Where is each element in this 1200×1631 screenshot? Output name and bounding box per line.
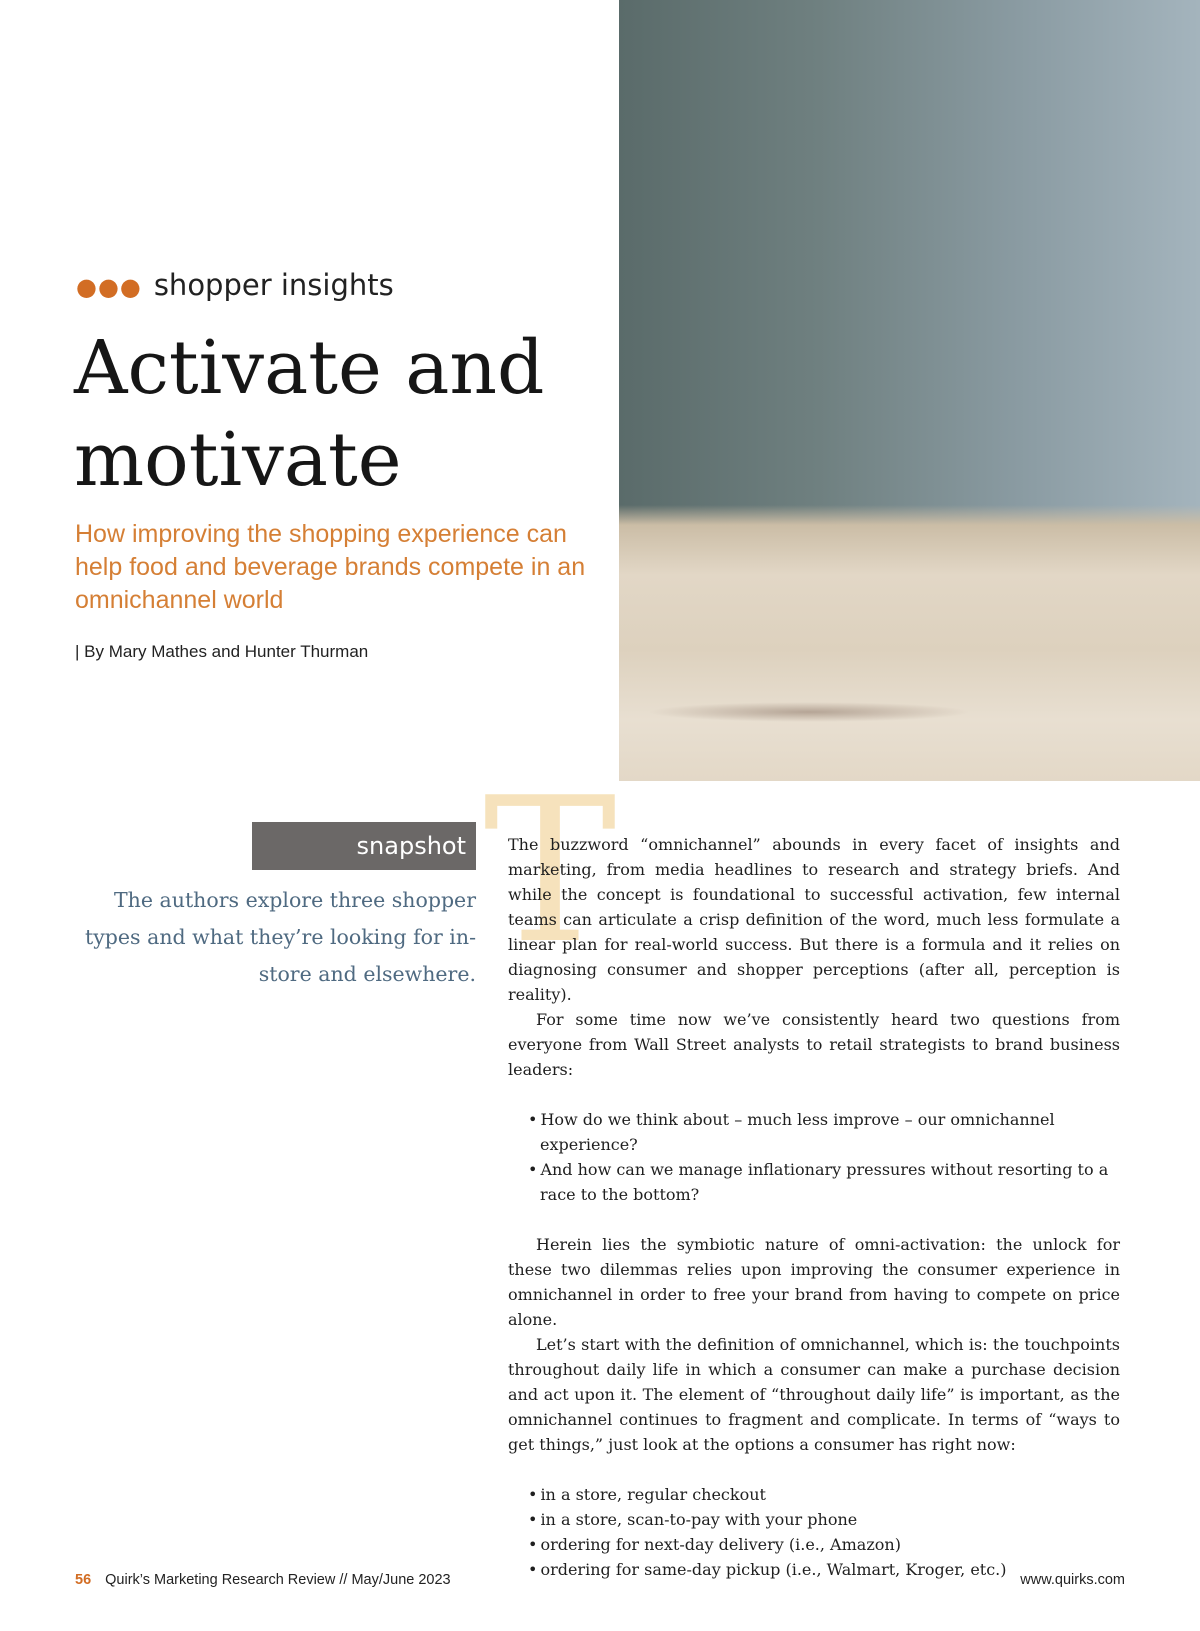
- questions-list: [508, 1107, 1120, 1207]
- article-title: Activate and motivate: [74, 325, 545, 503]
- paragraph: Let’s start with the definition of omnichannel, which is: the touchpoints throughout daily life in which a consumer can make a purchase decision and act upon it. The element of “throughout daily life” is important, as the omnichannel continues to fragment and complicate. In terms of “ways to get things,” just look at the options a consumer has right now:: [508, 1335, 1120, 1454]
- byline: | By Mary Mathes and Hunter Thurman: [75, 642, 369, 661]
- list-item: • How do we think about – much less improve – our omnichannel experience?: [520, 1107, 1120, 1157]
- footer-left: [75, 1572, 451, 1588]
- options-list: [508, 1482, 1120, 1582]
- list-item: • ordering for same-day pickup (i.e., Walmart, Kroger, etc.): [520, 1557, 1120, 1582]
- section-tag: [76, 268, 394, 302]
- article-body: [508, 832, 1120, 1582]
- list-item: • in a store, regular checkout: [520, 1482, 1120, 1507]
- publication-name: Quirk’s Marketing Research Review // May/June 2023: [105, 1572, 451, 1588]
- paragraph: The buzzword “omnichannel” abounds in every facet of insights and marketing, from media headlines to research and strategy briefs. And while the concept is foundational to successful activation, few internal teams can articulate a crisp definition of the word, much less formulate a linear plan for real-world success. But there is a formula and it relies on diagnosing consumer and shopper perceptions (after all, perception is reality).: [508, 835, 1120, 1004]
- list-item: • ordering for next-day delivery (i.e., Amazon): [520, 1532, 1120, 1557]
- section-tag-label: shopper insights: [153, 268, 394, 302]
- article-deck: How improving the shopping experience can help food and beverage brands compete in an omnichannel world: [75, 520, 586, 614]
- list-item: • And how can we manage inflationary pressures without resorting to a race to the bottom?: [520, 1157, 1120, 1207]
- website-url: www.quirks.com: [1020, 1572, 1125, 1588]
- drop-cap: T: [483, 755, 617, 988]
- snapshot-text: The authors explore three shopper types and what they’re looking for in-store and elsewhere.: [84, 888, 476, 986]
- paragraph: For some time now we’ve consistently heard two questions from everyone from Wall Street analysts to retail strategists to brand business leaders:: [508, 1010, 1120, 1079]
- list-item: • in a store, scan-to-pay with your phone: [520, 1507, 1120, 1532]
- snapshot-label: snapshot: [252, 822, 476, 870]
- hero-photo: [619, 0, 1200, 781]
- page-number: 56: [75, 1572, 92, 1588]
- dots-icon: ●●●: [76, 273, 142, 301]
- paragraph: Herein lies the symbiotic nature of omni-activation: the unlock for these two dilemmas relies upon improving the consumer experience in omnichannel in order to free your brand from having to compete on price alone.: [508, 1235, 1120, 1329]
